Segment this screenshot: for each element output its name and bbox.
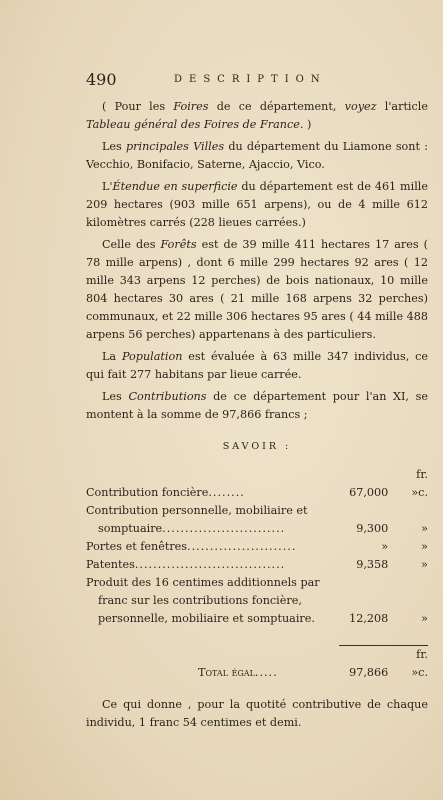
paragraph-segment: Étendue en superficie (112, 180, 238, 193)
dot-leader: ........................ (187, 540, 297, 553)
contribution-value (331, 574, 396, 592)
contribution-label: Portes et fenêtres (86, 540, 188, 553)
contribution-label: Patentes (86, 558, 135, 571)
paragraph-segment: Population (121, 350, 183, 363)
contribution-unit: » (421, 558, 428, 571)
paragraph-segment: Les (102, 390, 129, 403)
paragraph-segment: Contributions (128, 390, 207, 403)
paragraph-segment: est évaluée à 63 mille 347 individus, ce qui fait 277 habitans par lieue carrée. (86, 350, 429, 381)
paragraph-segment: L' (102, 180, 113, 193)
paragraph-segment: Foires (173, 100, 209, 113)
total-rule-row (86, 628, 428, 646)
paragraph-segment: de ce département, (208, 100, 345, 113)
total-unit: fr. »c. (411, 648, 428, 679)
contribution-label-cell (86, 592, 331, 610)
contribution-row (86, 520, 428, 538)
contribution-label: franc sur les contributions foncière, (98, 594, 302, 607)
contribution-value: 67,000 (349, 486, 389, 499)
paragraph-list (86, 98, 428, 424)
paragraph-segment: voyez (344, 100, 377, 113)
running-title: DESCRIPTION (174, 74, 327, 85)
contribution-row (86, 556, 428, 574)
contribution-label-cell (86, 502, 331, 520)
contribution-value: 9,358 (356, 558, 389, 571)
contribution-label: Contribution foncière (86, 486, 209, 499)
contribution-label-cell (86, 556, 331, 574)
contribution-row (86, 538, 428, 556)
contribution-label: personnelle, mobiliaire et somptuaire. (98, 612, 315, 625)
paragraph-segment: ) (303, 118, 312, 131)
contribution-unit: » (421, 612, 428, 625)
paragraph-segment: La (102, 350, 122, 363)
paragraph (86, 98, 428, 134)
paragraph-segment: du département du Liamone sont : Vecchio, Bonifacio, Saterne, Ajaccio, Vico. (86, 140, 428, 171)
paragraph (86, 236, 428, 344)
contribution-row (86, 574, 428, 592)
paragraph-segment: est de 39 mille 411 hectares 17 ares ( 78 mille arpens) , dont 6 mille 299 hectares 92 ares ( 12 mille 343 arpens 12 perches) de bois nationaux, 10 mille 804 hectares 30 ares ( 21 mille 168 arpens 32 perches) communaux, et 22 mille 306 hectares 95 ares ( 44 mille 488 arpens 56 perches) appartenans à des particuliers. (86, 238, 428, 341)
page-body (86, 98, 428, 736)
contribution-value: 12,208 (349, 612, 389, 625)
paragraph-segment: du département est de 461 mille 209 hectares (903 mille 651 arpens), ou de 4 mille 612 kilomètres carrés (228 lieues carrées.) (86, 180, 428, 229)
contribution-unit (396, 502, 428, 520)
contribution-label-cell (86, 520, 331, 538)
contribution-value (331, 502, 396, 520)
contribution-row (86, 502, 428, 520)
total-label: Total égal (198, 666, 255, 679)
contribution-unit: fr. »c. (411, 468, 428, 499)
contribution-label-cell (86, 538, 331, 556)
contribution-row (86, 610, 428, 628)
dot-leader: ........ (208, 486, 245, 499)
paragraph-segment: l'article (376, 100, 428, 113)
contribution-row (86, 592, 428, 610)
paragraph-segment: Tableau général des Foires de France. (86, 118, 304, 131)
total-row (86, 646, 428, 682)
paragraph (86, 178, 428, 232)
paragraph-segment: principales Villes (126, 140, 225, 153)
contribution-value: 9,300 (356, 522, 389, 535)
dot-leader: ................................. (134, 558, 286, 571)
contribution-unit: » (421, 540, 428, 553)
contribution-unit (396, 592, 428, 610)
paragraph-segment: de ce département pour l'an XI, se montent à la somme de 97,866 francs ; (86, 390, 428, 421)
paragraph-segment: Celle des (102, 238, 161, 251)
contribution-label: Contribution personnelle, mobiliaire et (86, 504, 308, 517)
page-number: 490 (86, 70, 117, 89)
paragraph-segment: Forêts (160, 238, 197, 251)
contribution-label: somptuaire (98, 522, 163, 535)
total-value: 97,866 (349, 666, 389, 679)
contribution-label-cell (86, 574, 331, 592)
dot-leader: ........................... (162, 522, 286, 535)
paragraph (86, 388, 428, 424)
contributions-table (86, 466, 428, 682)
contribution-label-cell (86, 610, 331, 628)
contribution-row (86, 466, 428, 502)
closing-paragraph: Ce qui donne , pour la quotité contributive de chaque individu, 1 franc 54 centimes et demi. (86, 698, 428, 729)
paragraph-segment: Les (102, 140, 127, 153)
contribution-unit: » (421, 522, 428, 535)
contribution-label: Produit des 16 centimes additionnels par (86, 576, 320, 589)
paragraph-segment: ( Pour les (102, 100, 174, 113)
contribution-value (331, 592, 396, 610)
contribution-unit (396, 574, 428, 592)
total-label-cell (86, 646, 331, 682)
page-header (86, 70, 351, 92)
total-leader: ..... (254, 666, 278, 679)
contribution-label-cell (86, 466, 331, 502)
savoir-heading: SAVOIR : (222, 441, 292, 452)
contribution-value: » (381, 540, 389, 553)
paragraph (86, 348, 428, 384)
paragraph (86, 138, 428, 174)
